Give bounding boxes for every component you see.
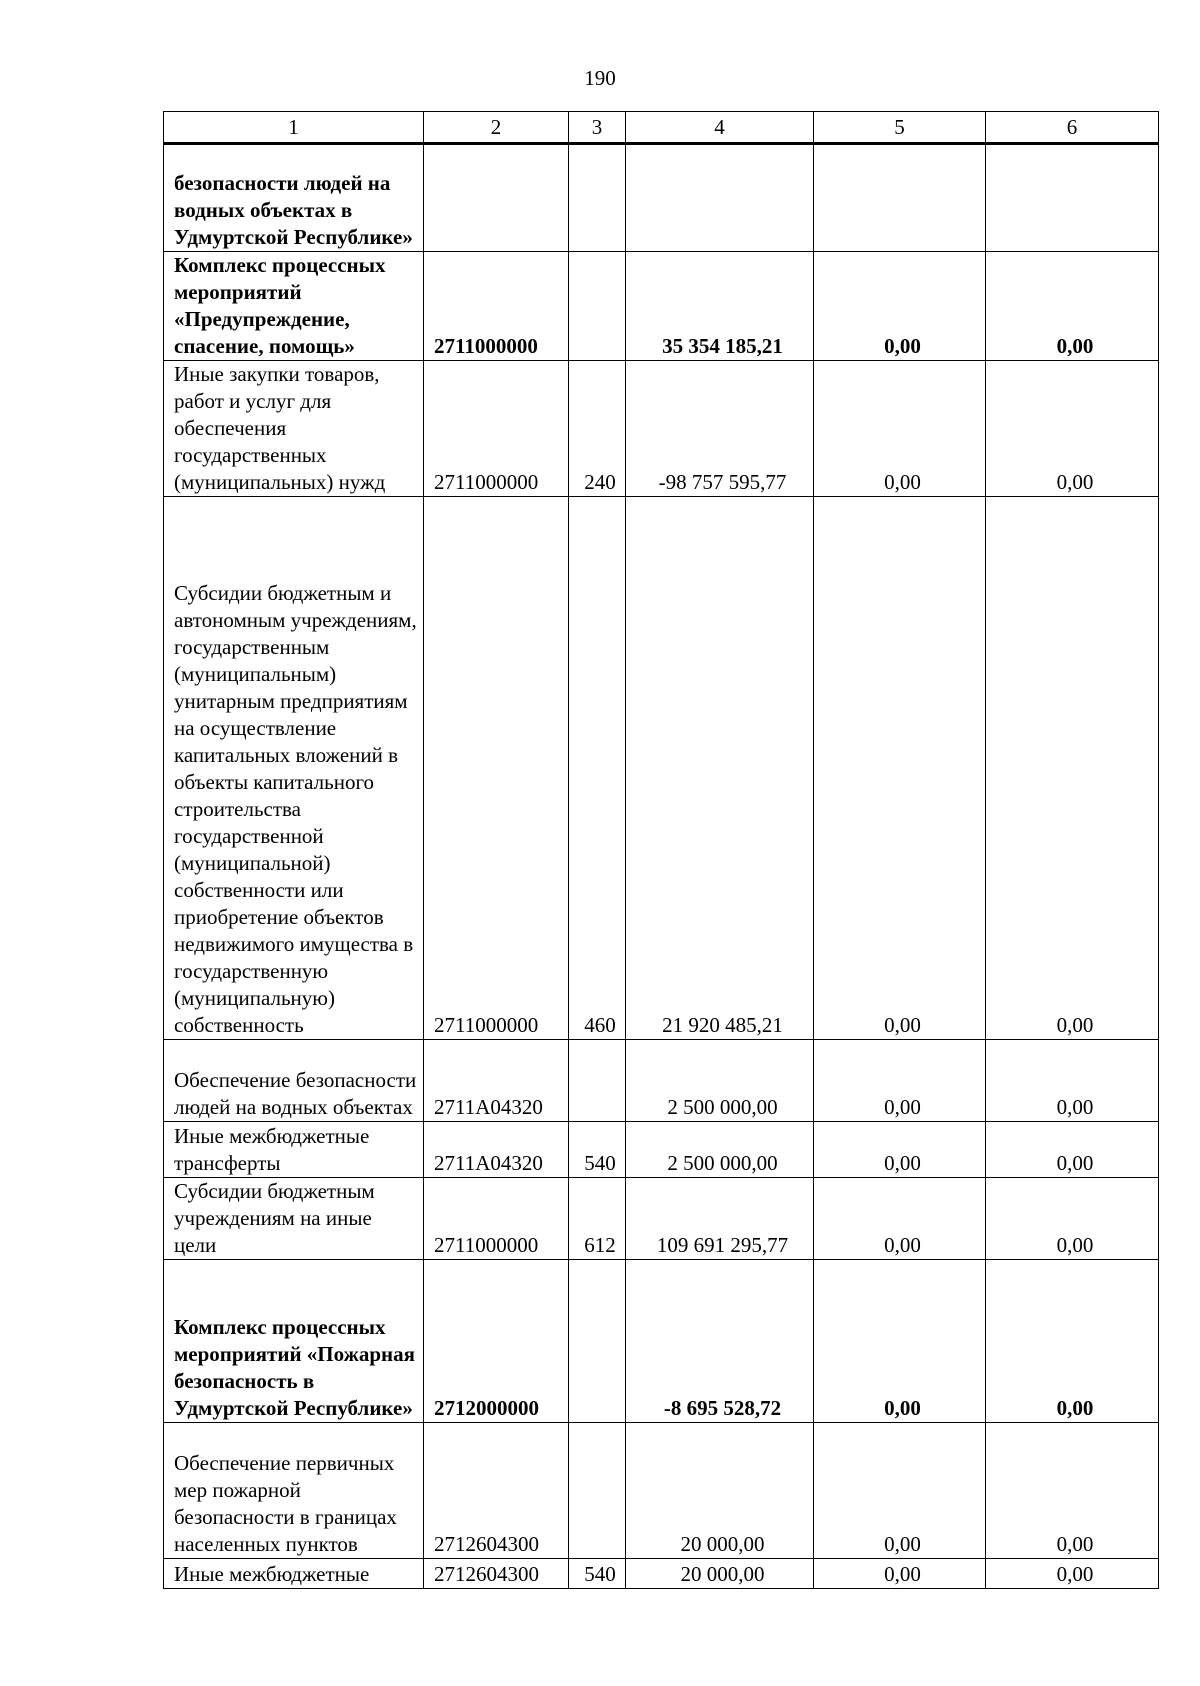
row-kvr xyxy=(569,252,626,361)
column-header-6: 6 xyxy=(986,112,1159,144)
table-row xyxy=(164,252,1159,361)
table-row xyxy=(164,1122,1159,1178)
row-kvr: 540 xyxy=(569,1122,626,1178)
table-row xyxy=(164,1423,1159,1559)
row-name: Комплекс процессных мероприятий «Пожарная безопасность в Удмуртской Республике» xyxy=(164,1260,424,1423)
row-code xyxy=(424,144,569,252)
row-code: 2712604300 xyxy=(424,1423,569,1559)
budget-table xyxy=(163,111,1159,1589)
table-row xyxy=(164,1260,1159,1423)
row-col6 xyxy=(986,144,1159,252)
column-header-5: 5 xyxy=(814,112,986,144)
row-amount: 2 500 000,00 xyxy=(626,1122,814,1178)
row-col5: 0,00 xyxy=(814,1423,986,1559)
header-row xyxy=(164,112,1159,144)
row-amount: 20 000,00 xyxy=(626,1423,814,1559)
row-name: Обеспечение безопасности людей на водных объектах xyxy=(164,1040,424,1122)
row-code: 2712604300 xyxy=(424,1559,569,1589)
row-name: Обеспечение первичных мер пожарной безопасности в границах населенных пунктов xyxy=(164,1423,424,1559)
row-amount: -8 695 528,72 xyxy=(626,1260,814,1423)
row-amount: 21 920 485,21 xyxy=(626,497,814,1040)
row-col6: 0,00 xyxy=(986,497,1159,1040)
row-code: 2711А04320 xyxy=(424,1040,569,1122)
row-col5: 0,00 xyxy=(814,1122,986,1178)
row-kvr xyxy=(569,1423,626,1559)
row-col6: 0,00 xyxy=(986,1040,1159,1122)
table-row xyxy=(164,361,1159,497)
row-amount: 20 000,00 xyxy=(626,1559,814,1589)
row-col6: 0,00 xyxy=(986,1559,1159,1589)
row-col6: 0,00 xyxy=(986,252,1159,361)
row-col6: 0,00 xyxy=(986,361,1159,497)
row-code: 2711000000 xyxy=(424,1178,569,1260)
column-header-1: 1 xyxy=(164,112,424,144)
row-name: Иные закупки товаров, работ и услуг для обеспечения государственных (муниципальных) нужд xyxy=(164,361,424,497)
table-row xyxy=(164,1040,1159,1122)
column-header-3: 3 xyxy=(569,112,626,144)
row-col6: 0,00 xyxy=(986,1260,1159,1423)
row-kvr: 540 xyxy=(569,1559,626,1589)
row-name: Комплекс процессных мероприятий «Предупреждение, спасение, помощь» xyxy=(164,252,424,361)
row-col6: 0,00 xyxy=(986,1178,1159,1260)
row-kvr xyxy=(569,1040,626,1122)
table-row xyxy=(164,1559,1159,1589)
row-col5: 0,00 xyxy=(814,1559,986,1589)
row-kvr: 612 xyxy=(569,1178,626,1260)
column-header-4: 4 xyxy=(626,112,814,144)
row-col5: 0,00 xyxy=(814,1178,986,1260)
row-code: 2711000000 xyxy=(424,361,569,497)
row-amount: 109 691 295,77 xyxy=(626,1178,814,1260)
row-kvr: 460 xyxy=(569,497,626,1040)
row-kvr xyxy=(569,1260,626,1423)
row-kvr xyxy=(569,144,626,252)
row-col6: 0,00 xyxy=(986,1423,1159,1559)
row-kvr: 240 xyxy=(569,361,626,497)
row-amount: -98 757 595,77 xyxy=(626,361,814,497)
row-name: Иные межбюджетные трансферты xyxy=(164,1122,424,1178)
row-col5: 0,00 xyxy=(814,1040,986,1122)
row-code: 2711А04320 xyxy=(424,1122,569,1178)
row-code: 2712000000 xyxy=(424,1260,569,1423)
row-col6: 0,00 xyxy=(986,1122,1159,1178)
row-name: Субсидии бюджетным и автономным учреждениям, государственным (муниципальным) унитарным предприятиям на осуществление капитальных вложений в объекты капитального строительства государственной (муниципальной) собственности или приобретение объектов недвижимого имущества в государственную (муниципальную) собственность xyxy=(164,497,424,1040)
row-col5 xyxy=(814,144,986,252)
row-col5: 0,00 xyxy=(814,1260,986,1423)
row-code: 2711000000 xyxy=(424,252,569,361)
row-code: 2711000000 xyxy=(424,497,569,1040)
row-name: Иные межбюджетные xyxy=(164,1559,424,1589)
row-col5: 0,00 xyxy=(814,497,986,1040)
table-row xyxy=(164,144,1159,252)
row-col5: 0,00 xyxy=(814,252,986,361)
row-amount: 35 354 185,21 xyxy=(626,252,814,361)
page-number: 190 xyxy=(584,66,616,90)
table-row xyxy=(164,497,1159,1040)
table-row xyxy=(164,1178,1159,1260)
row-amount: 2 500 000,00 xyxy=(626,1040,814,1122)
row-name: безопасности людей на водных объектах в Удмуртской Республике» xyxy=(164,144,424,252)
row-name: Субсидии бюджетным учреждениям на иные цели xyxy=(164,1178,424,1260)
column-header-2: 2 xyxy=(424,112,569,144)
row-amount xyxy=(626,144,814,252)
row-col5: 0,00 xyxy=(814,361,986,497)
